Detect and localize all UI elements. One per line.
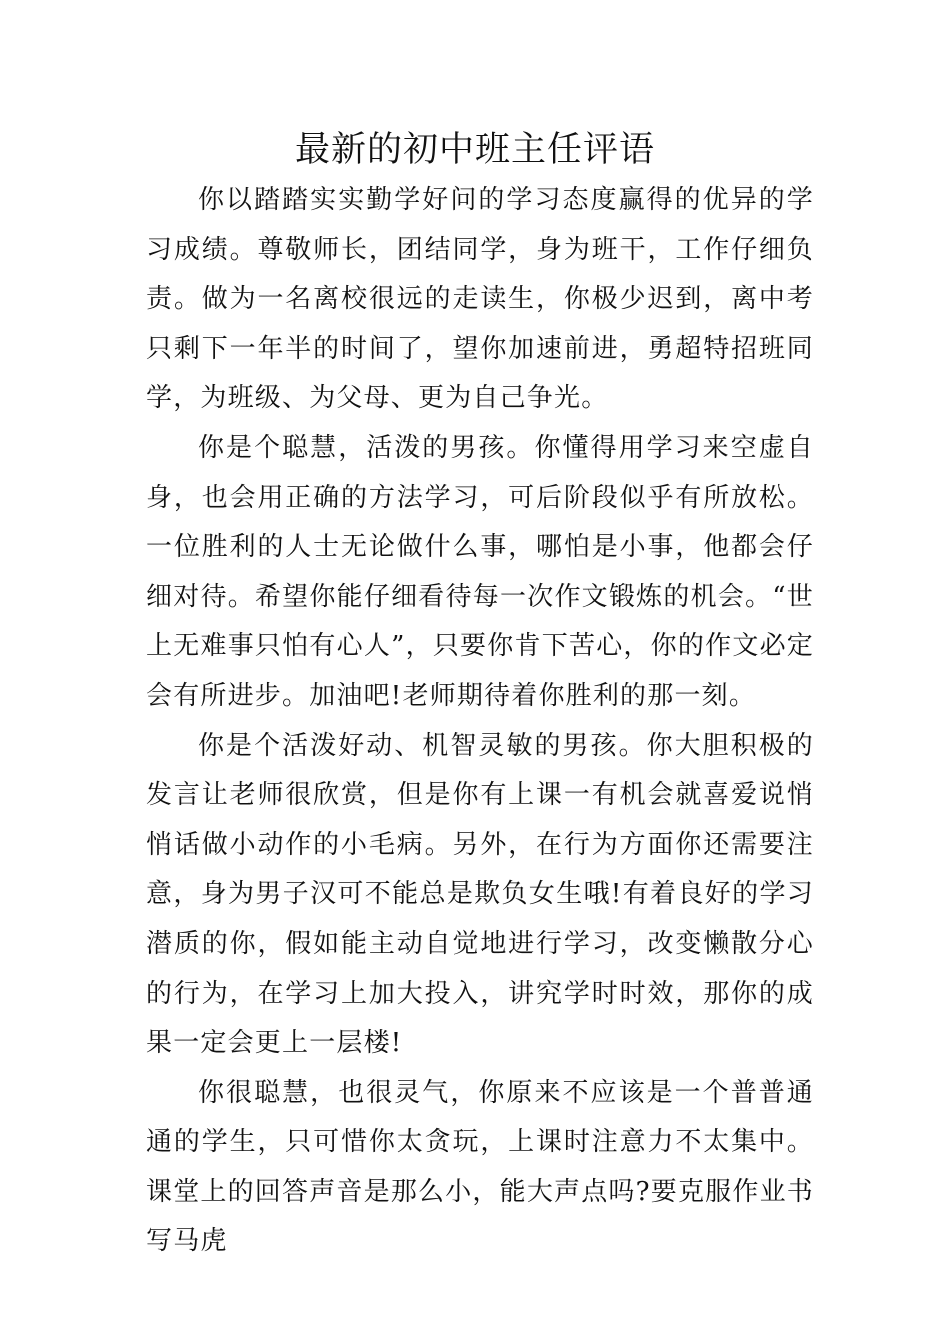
- document-title: 最新的初中班主任评语: [294, 130, 655, 170]
- paragraph-1: 你以踏踏实实勤学好问的学习态度赢得的优异的学习成绩。尊敬师长，团结同学，身为班干，工作仔细负责。做为一名离校很远的走读生，你极少迟到，离中考只剩下一年半的时间了，望你加速前进，勇超特招班同学，为班级、为父母、更为自己争光。: [146, 185, 814, 414]
- paragraph-3: 你是个活泼好动、机智灵敏的男孩。你大胆积极的发言让老师很欣赏，但是你有上课一有机会就喜爱说悄悄话做小动作的小毛病。另外，在行为方面你还需要注意，身为男子汉可不能总是欺负女生哦!有着良好的学习潜质的你，假如能主动自觉地进行学习，改变懒散分心的行为，在学习上加大投入，讲究学时时效，那你的成果一定会更上一层楼!: [146, 730, 814, 1059]
- paragraph-2: 你是个聪慧，活泼的男孩。你懂得用学习来空虚自身，也会用正确的方法学习，可后阶段似乎有所放松。一位胜利的人士无论做什么事，哪怕是小事，他都会仔细对待。希望你能仔细看待每一次作文锻炼的机会。“世上无难事只怕有心人”，只要你肯下苦心，你的作文必定会有所进步。加油吧!老师期待着你胜利的那一刻。: [146, 432, 814, 711]
- document-body: [146, 176, 814, 1267]
- paragraph-4: 你很聪慧，也很灵气，你原来不应该是一个普普通通的学生，只可惜你太贪玩，上课时注意力不太集中。课堂上的回答声音是那么小，能大声点吗?要克服作业书写马虎: [146, 1077, 814, 1257]
